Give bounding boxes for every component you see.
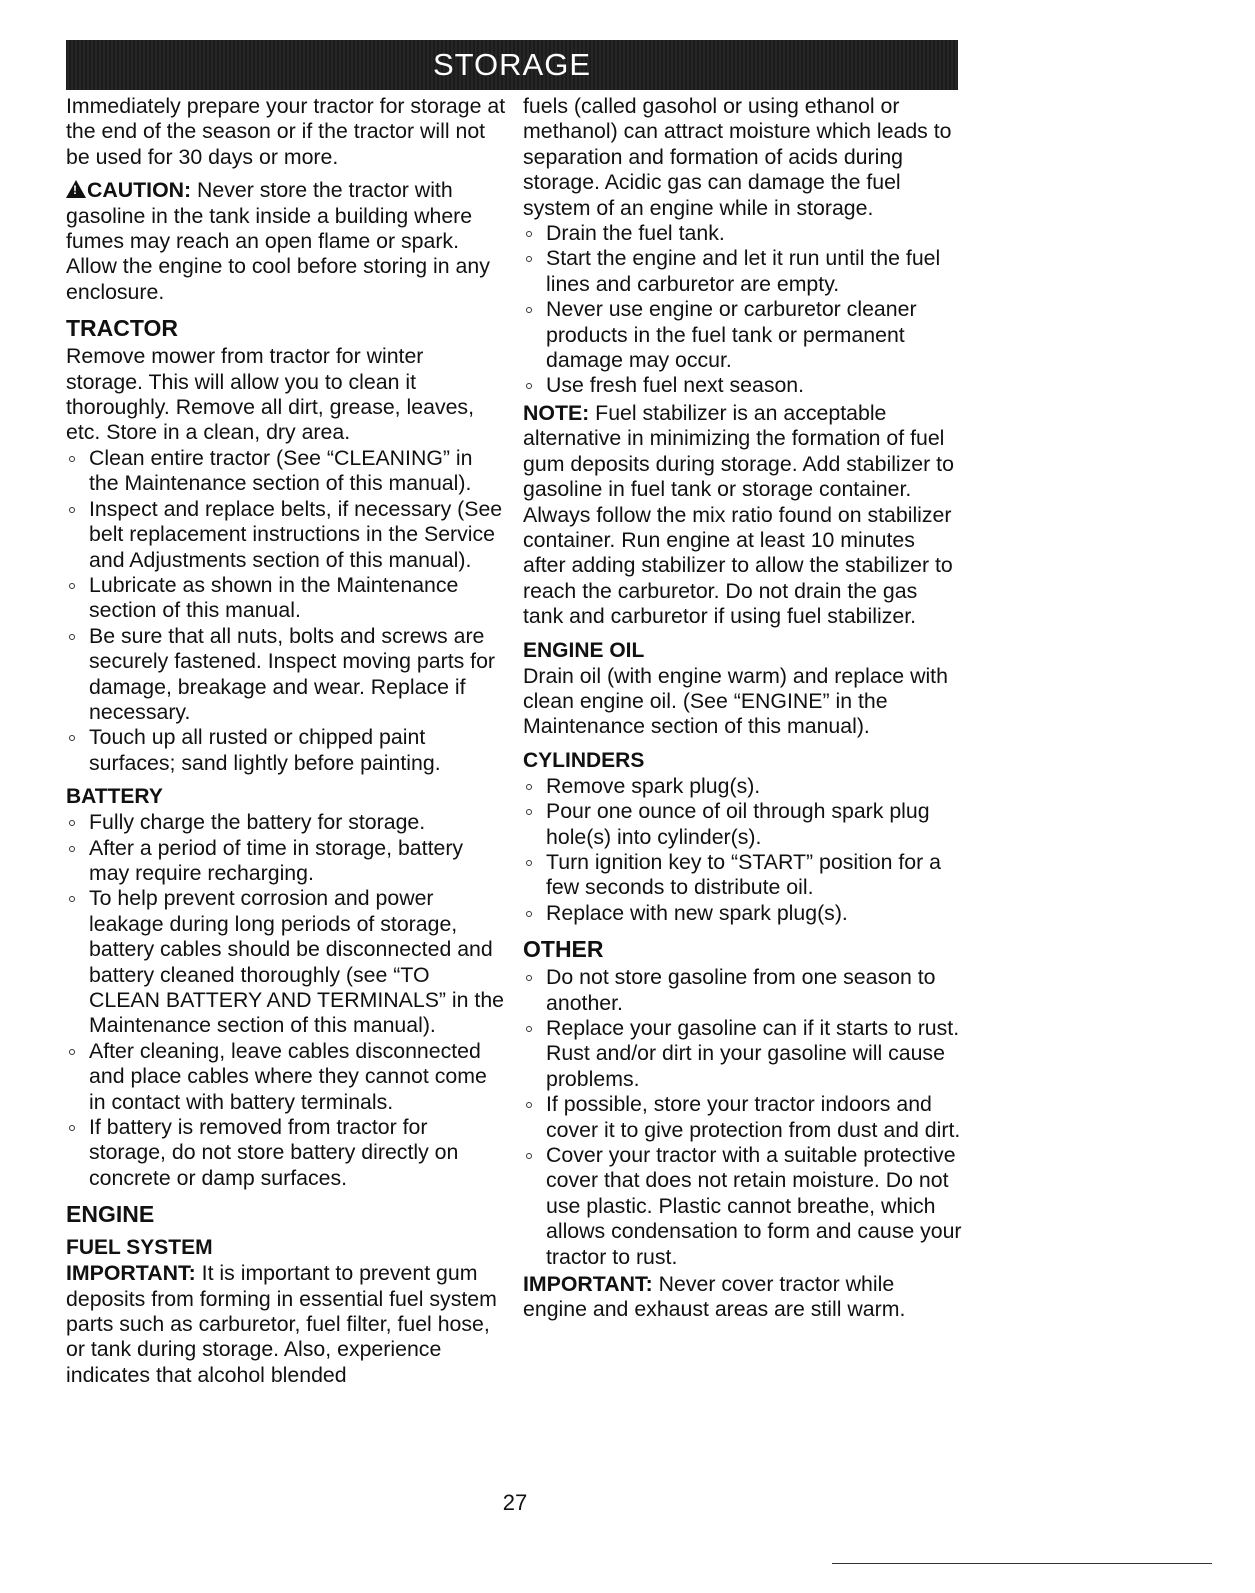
left-column [66,94,506,1388]
list-item: Lubricate as shown in the Maintenance section of this manual. [66,573,506,624]
important-label: IMPORTANT: [66,1261,196,1286]
caution-label: CAUTION: [87,178,192,203]
list-item: Remove spark plug(s). [523,774,963,799]
engine-oil-heading: ENGINE OIL [523,638,645,662]
list-item: Fully charge the battery for storage. [66,810,506,835]
cylinders-list [523,774,963,926]
tractor-paragraph: Remove mower from tractor for winter storage. This will allow you to clean it thoroughly. Remove all dirt, grease, leaves, etc. Store in a clean, dry area. [66,344,474,445]
other-important [523,1272,963,1323]
engine-oil-paragraph: Drain oil (with engine warm) and replace with clean engine oil. (See “ENGINE” in the Maintenance section of this manual). [523,663,948,739]
warning-triangle-icon [66,180,86,198]
list-item: Inspect and replace belts, if necessary (See belt replacement instructions in the Service and Adjustments section of this manual). [66,497,506,573]
section-banner [66,40,958,90]
cylinders-heading: CYLINDERS [523,748,645,772]
list-item: Touch up all rusted or chipped paint surfaces; sand lightly before painting. [66,725,506,776]
note-paragraph-label: NOTE: [523,400,590,425]
other-list [523,965,963,1270]
list-item: After cleaning, leave cables disconnected and place cables where they cannot come in contact with battery terminals. [66,1039,506,1115]
battery-list [66,810,506,1191]
list-item: After a period of time in storage, battery may require recharging. [66,836,506,887]
note-paragraph-text: Fuel stabilizer is an acceptable alternative in minimizing the formation of fuel gum deposits during storage. Add stabilizer to gasoline in fuel tank or storage container. Always follow the mix ratio found on stabilizer container. Run engine at least 10 minutes after adding stabilizer to allow the stabilizer to reach the carburetor. Do not drain the gas tank and carburetor if using fuel stabilizer. [523,400,954,629]
bottom-rule [832,1563,1212,1564]
important-text: It is important to prevent gum deposits from forming in essential fuel system parts such as carburetor, fuel filter, fuel hose, or tank during storage. Also, experience indicates that alcohol blended [66,1261,497,1387]
other-important-text: Never cover tractor while engine and exhaust areas are still warm. [523,1272,906,1322]
list-item: Clean entire tractor (See “CLEANING” in the Maintenance section of this manual). [66,446,506,497]
list-item: Use fresh fuel next season. [523,373,963,398]
list-item: Be sure that all nuts, bolts and screws are securely fastened. Inspect moving parts for damage, breakage and wear. Replace if necessary. [66,624,506,726]
fuel-system-important [66,1261,506,1388]
tractor-list [66,446,506,776]
other-heading: OTHER [523,936,604,963]
fuel-system-list [523,221,963,399]
caution-paragraph [66,178,506,305]
list-item: Start the engine and let it run until the fuel lines and carburetor are empty. [523,246,963,297]
fuel-system-important-continued: fuels (called gasohol or using ethanol or methanol) can attract moisture which leads to separation and formation of acids during storage. Acidic gas can damage the fuel system of an engine while in storage. [523,94,952,220]
battery-heading: BATTERY [66,785,163,809]
list-item: Replace with new spark plug(s). [523,901,963,926]
list-item: If possible, store your tractor indoors and cover it to give protection from dust and dirt. [523,1092,963,1143]
engine-heading: ENGINE [66,1201,155,1228]
fuel-system-heading: FUEL SYSTEM [66,1236,213,1260]
right-column [523,94,963,1331]
tractor-heading: TRACTOR [66,315,179,342]
list-item: Drain the fuel tank. [523,221,963,246]
note-paragraph [523,401,963,630]
list-item: If battery is removed from tractor for storage, do not store battery directly on concrete or damp surfaces. [66,1115,506,1191]
list-item: To help prevent corrosion and power leakage during long periods of storage, battery cables should be disconnected and battery cleaned thoroughly (see “TO CLEAN BATTERY AND TERMINALS” in the Maintenance section of this manual). [66,886,506,1038]
banner-title: STORAGE [432,47,592,82]
list-item: Do not store gasoline from one season to another. [523,965,963,1016]
page-number: 27 [502,1490,528,1515]
list-item: Pour one ounce of oil through spark plug hole(s) into cylinder(s). [523,799,963,850]
other-important-label: IMPORTANT: [523,1272,653,1297]
caution-text: Never store the tractor with gasoline in the tank inside a building where fumes may reach an open flame or spark. Allow the engine to cool before storing in any enclosure. [66,178,490,304]
intro-paragraph: Immediately prepare your tractor for storage at the end of the season or if the tractor will not be used for 30 days or more. [66,94,506,169]
list-item: Never use engine or carburetor cleaner products in the fuel tank or permanent damage may occur. [523,297,963,373]
list-item: Replace your gasoline can if it starts to rust. Rust and/or dirt in your gasoline will cause problems. [523,1016,963,1092]
list-item: Turn ignition key to “START” position for a few seconds to distribute oil. [523,850,963,901]
list-item: Cover your tractor with a suitable protective cover that does not retain moisture. Do not use plastic. Plastic cannot breathe, which allows condensation to form and cause your tractor to rust. [523,1143,963,1270]
